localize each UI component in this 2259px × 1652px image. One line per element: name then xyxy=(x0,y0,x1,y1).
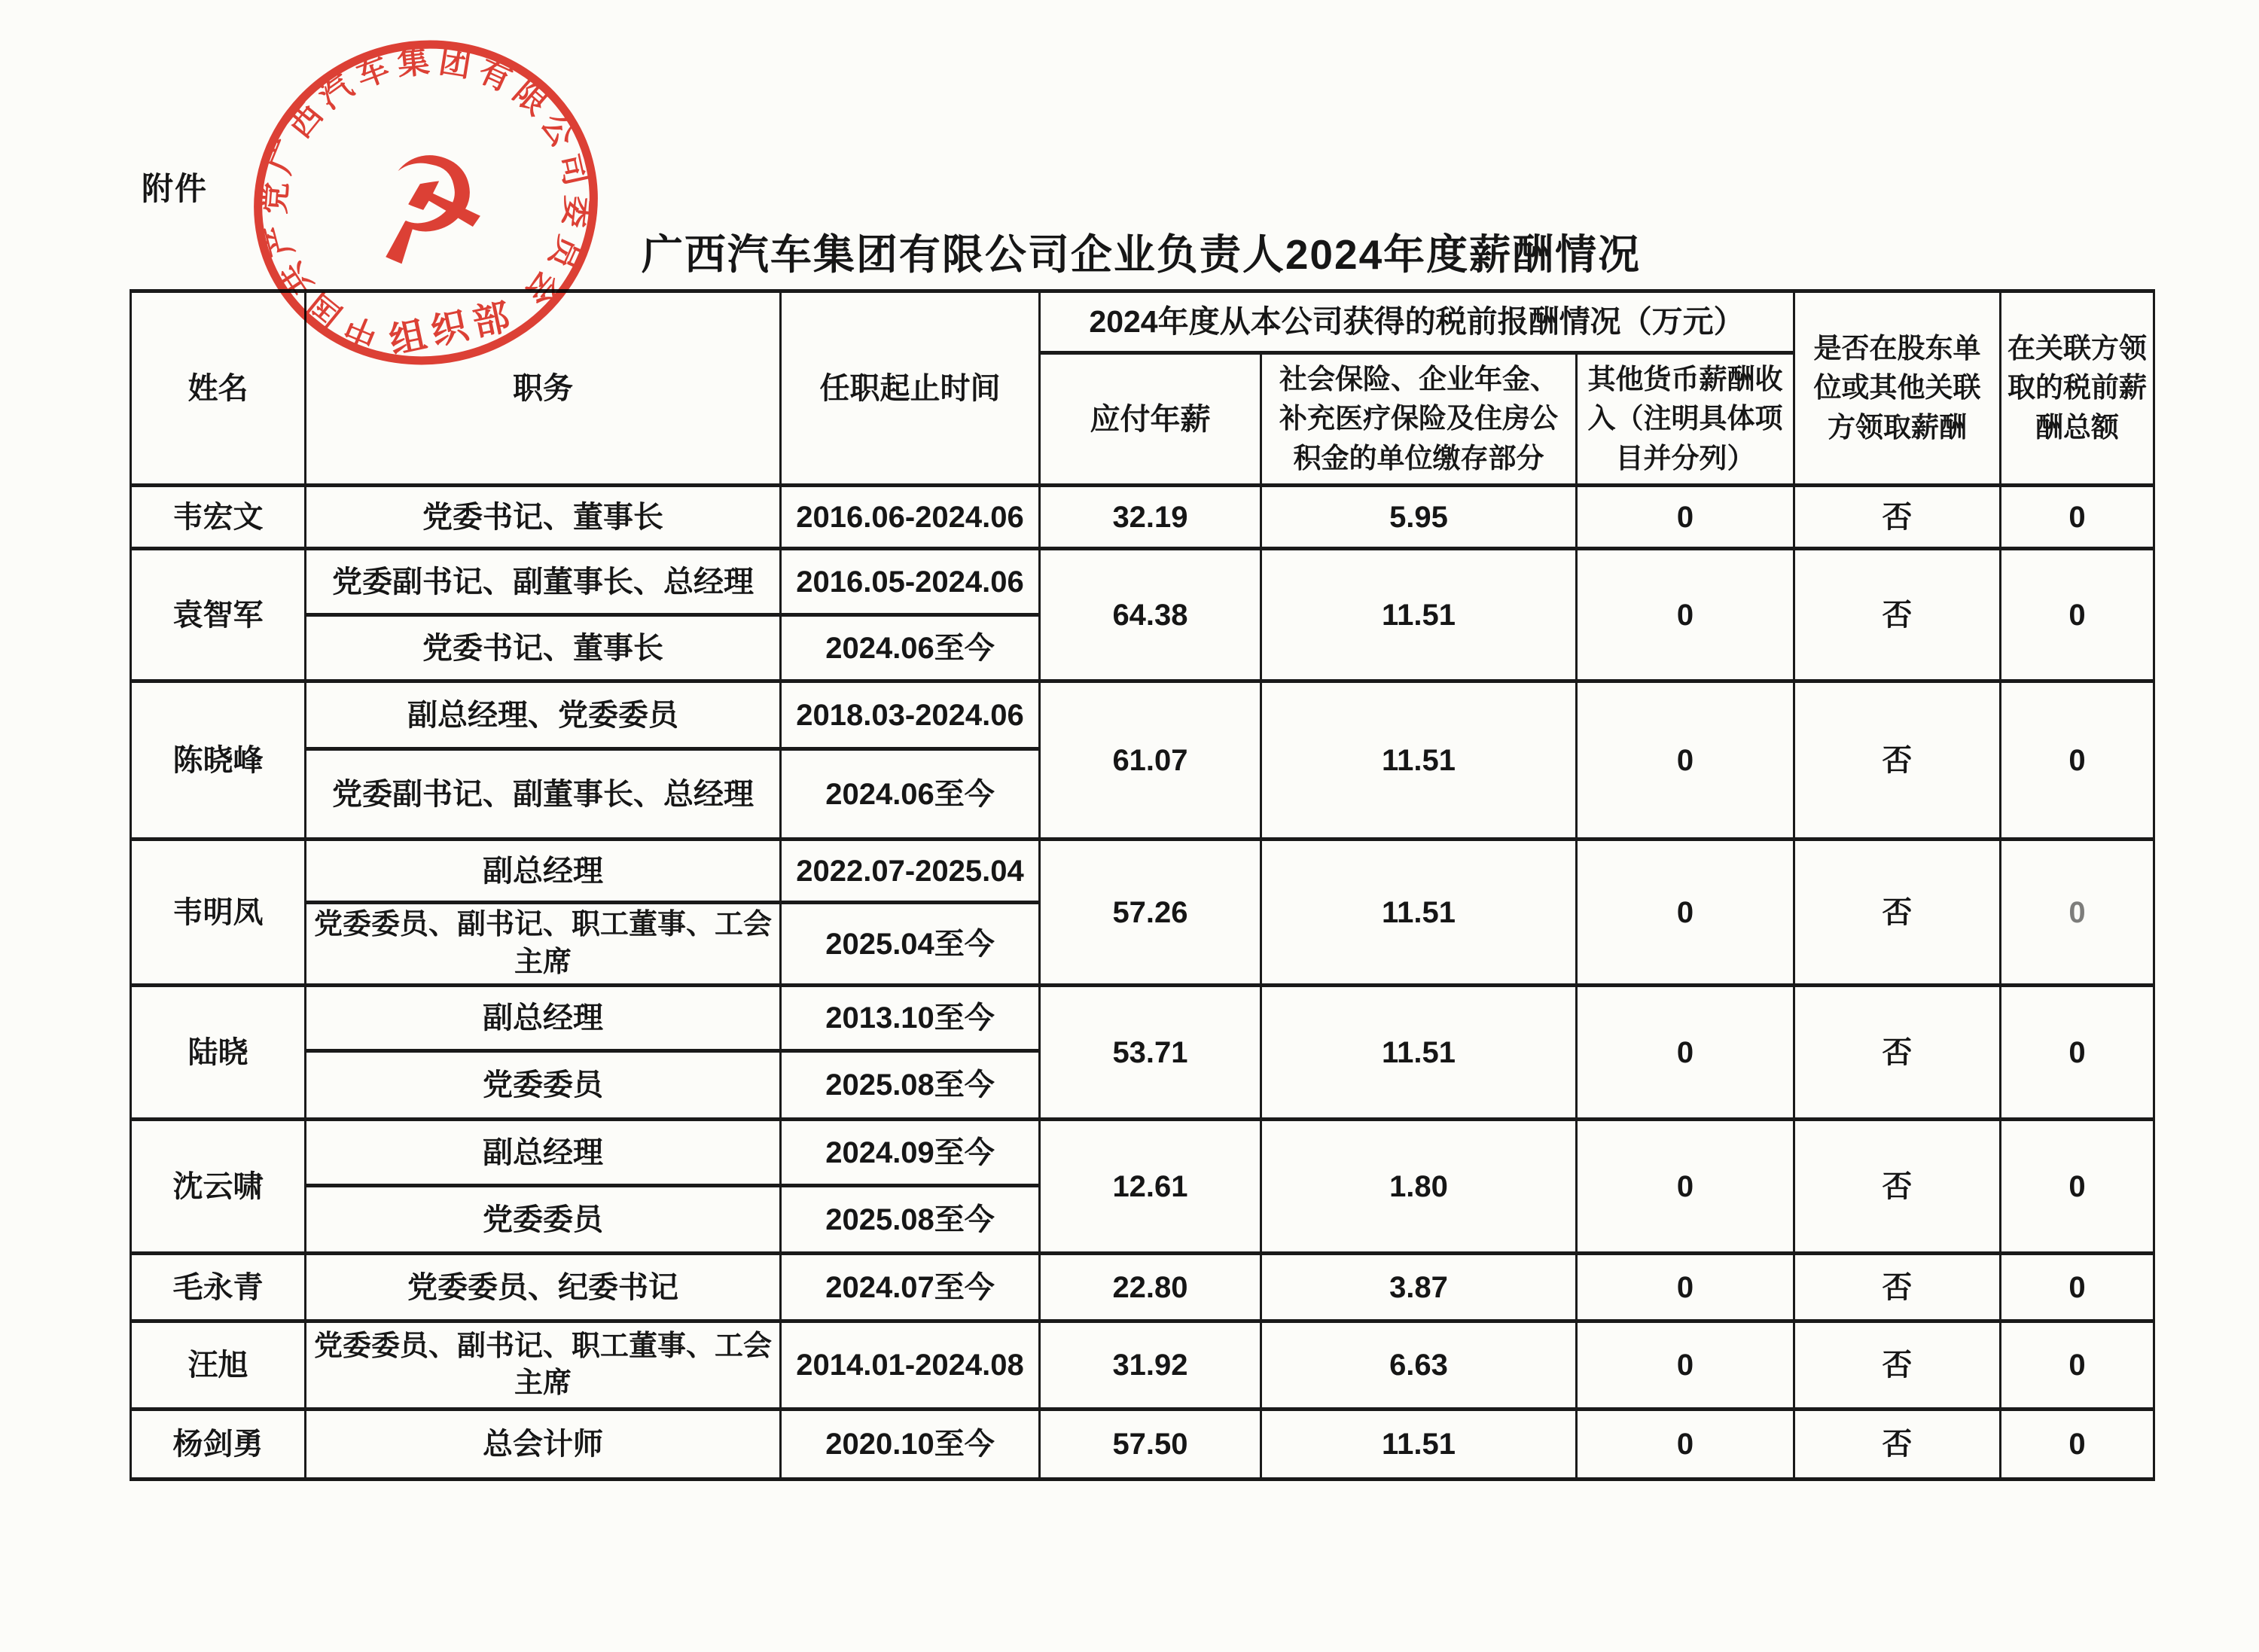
cell-annual-salary: 64.38 xyxy=(1040,549,1261,681)
cell-term: 2024.09至今 xyxy=(781,1120,1040,1186)
cell-social-insurance: 11.51 xyxy=(1261,549,1577,681)
cell-position: 总会计师 xyxy=(306,1410,781,1480)
cell-annual-salary: 61.07 xyxy=(1040,681,1261,840)
cell-related-party-total: 0 xyxy=(2001,840,2154,986)
cell-annual-salary: 22.80 xyxy=(1040,1254,1261,1321)
cell-shareholder-pay: 否 xyxy=(1794,486,2001,549)
cell-term: 2022.07-2025.04 xyxy=(781,840,1040,903)
cell-related-party-total: 0 xyxy=(2001,681,2154,840)
cell-social-insurance: 6.63 xyxy=(1261,1321,1577,1410)
cell-term: 2016.06-2024.06 xyxy=(781,486,1040,549)
cell-other-cash: 0 xyxy=(1577,681,1794,840)
cell-other-cash: 0 xyxy=(1577,986,1794,1120)
cell-position: 副总经理 xyxy=(306,840,781,903)
cell-position: 党委委员、副书记、职工董事、工会主席 xyxy=(306,1321,781,1410)
table-row xyxy=(131,1410,2154,1480)
cell-social-insurance: 11.51 xyxy=(1261,1410,1577,1480)
table-row xyxy=(131,1120,2154,1186)
cell-social-insurance: 11.51 xyxy=(1261,681,1577,840)
table-row xyxy=(131,549,2154,615)
cell-annual-salary: 12.61 xyxy=(1040,1120,1261,1254)
cell-shareholder-pay: 否 xyxy=(1794,549,2001,681)
cell-name: 陈晓峰 xyxy=(131,681,306,840)
hammer-sickle-icon: ☭ xyxy=(350,120,505,298)
col-header-position: 职务 xyxy=(306,291,781,486)
col-header-comp-group: 2024年度从本公司获得的税前报酬情况（万元） xyxy=(1040,291,1794,353)
cell-annual-salary: 32.19 xyxy=(1040,486,1261,549)
cell-position: 党委委员、纪委书记 xyxy=(306,1254,781,1321)
col-header-social-insurance: 社会保险、企业年金、补充医疗保险及住房公积金的单位缴存部分 xyxy=(1261,353,1577,486)
cell-position: 党委副书记、副董事长、总经理 xyxy=(306,749,781,840)
cell-shareholder-pay: 否 xyxy=(1794,986,2001,1120)
cell-position: 副总经理、党委委员 xyxy=(306,681,781,749)
cell-name: 毛永青 xyxy=(131,1254,306,1321)
cell-position: 副总经理 xyxy=(306,1120,781,1186)
cell-social-insurance: 3.87 xyxy=(1261,1254,1577,1321)
cell-related-party-total: 0 xyxy=(2001,549,2154,681)
cell-term: 2025.08至今 xyxy=(781,1051,1040,1120)
cell-related-party-total: 0 xyxy=(2001,1120,2154,1254)
cell-name: 韦宏文 xyxy=(131,486,306,549)
table-row xyxy=(131,1321,2154,1410)
cell-social-insurance: 1.80 xyxy=(1261,1120,1577,1254)
page-title: 广西汽车集团有限公司企业负责人2024年度薪酬情况 xyxy=(641,231,1642,278)
cell-related-party-total: 0 xyxy=(2001,986,2154,1120)
cell-social-insurance: 11.51 xyxy=(1261,840,1577,986)
cell-related-party-total: 0 xyxy=(2001,1254,2154,1321)
cell-term: 2013.10至今 xyxy=(781,986,1040,1051)
cell-other-cash: 0 xyxy=(1577,840,1794,986)
cell-term: 2024.07至今 xyxy=(781,1254,1040,1321)
cell-shareholder-pay: 否 xyxy=(1794,840,2001,986)
cell-social-insurance: 11.51 xyxy=(1261,986,1577,1120)
col-header-term: 任职起止时间 xyxy=(781,291,1040,486)
cell-term: 2025.04至今 xyxy=(781,903,1040,986)
cell-shareholder-pay: 否 xyxy=(1794,1254,2001,1321)
cell-related-party-total: 0 xyxy=(2001,1321,2154,1410)
cell-name: 沈云啸 xyxy=(131,1120,306,1254)
cell-social-insurance: 5.95 xyxy=(1261,486,1577,549)
cell-other-cash: 0 xyxy=(1577,549,1794,681)
cell-position: 党委委员、副书记、职工董事、工会主席 xyxy=(306,903,781,986)
cell-annual-salary: 57.50 xyxy=(1040,1410,1261,1480)
cell-name: 袁智军 xyxy=(131,549,306,681)
cell-annual-salary: 53.71 xyxy=(1040,986,1261,1120)
cell-other-cash: 0 xyxy=(1577,1254,1794,1321)
cell-position: 党委委员 xyxy=(306,1186,781,1254)
col-header-shareholder-pay: 是否在股东单位或其他关联方领取薪酬 xyxy=(1794,291,2001,486)
table-row xyxy=(131,986,2154,1051)
table-row xyxy=(131,681,2154,749)
cell-position: 党委副书记、副董事长、总经理 xyxy=(306,549,781,615)
table-row xyxy=(131,1254,2154,1321)
cell-term: 2018.03-2024.06 xyxy=(781,681,1040,749)
cell-position: 副总经理 xyxy=(306,986,781,1051)
cell-name: 杨剑勇 xyxy=(131,1410,306,1480)
cell-name: 汪旭 xyxy=(131,1321,306,1410)
salary-table xyxy=(130,289,2155,1481)
cell-name: 陆晓 xyxy=(131,986,306,1120)
cell-position: 党委书记、董事长 xyxy=(306,486,781,549)
cell-term: 2020.10至今 xyxy=(781,1410,1040,1480)
cell-other-cash: 0 xyxy=(1577,1120,1794,1254)
seal-ring-text-path: 中国共产党广西汽车集团有限公司委员会 xyxy=(255,43,596,355)
cell-term: 2025.08至今 xyxy=(781,1186,1040,1254)
table-row xyxy=(131,486,2154,549)
attachment-label: 附件 xyxy=(142,171,209,206)
cell-other-cash: 0 xyxy=(1577,486,1794,549)
cell-annual-salary: 57.26 xyxy=(1040,840,1261,986)
cell-shareholder-pay: 否 xyxy=(1794,1410,2001,1480)
cell-term: 2014.01-2024.08 xyxy=(781,1321,1040,1410)
cell-position: 党委书记、董事长 xyxy=(306,615,781,681)
cell-annual-salary: 31.92 xyxy=(1040,1321,1261,1410)
cell-related-party-total: 0 xyxy=(2001,1410,2154,1480)
cell-term: 2024.06至今 xyxy=(781,615,1040,681)
col-header-other-cash: 其他货币薪酬收入（注明具体项目并分列） xyxy=(1577,353,1794,486)
cell-term: 2024.06至今 xyxy=(781,749,1040,840)
cell-name: 韦明凤 xyxy=(131,840,306,986)
table-row xyxy=(131,840,2154,903)
col-header-annual-salary: 应付年薪 xyxy=(1040,353,1261,486)
cell-other-cash: 0 xyxy=(1577,1321,1794,1410)
cell-related-party-total: 0 xyxy=(2001,486,2154,549)
col-header-related-party-total: 在关联方领取的税前薪酬总额 xyxy=(2001,291,2154,486)
cell-shareholder-pay: 否 xyxy=(1794,1120,2001,1254)
col-header-name: 姓名 xyxy=(131,291,306,486)
cell-term: 2016.05-2024.06 xyxy=(781,549,1040,615)
cell-shareholder-pay: 否 xyxy=(1794,1321,2001,1410)
seal-department-text: 组织部 xyxy=(386,295,520,362)
cell-position: 党委委员 xyxy=(306,1051,781,1120)
cell-shareholder-pay: 否 xyxy=(1794,681,2001,840)
cell-other-cash: 0 xyxy=(1577,1410,1794,1480)
